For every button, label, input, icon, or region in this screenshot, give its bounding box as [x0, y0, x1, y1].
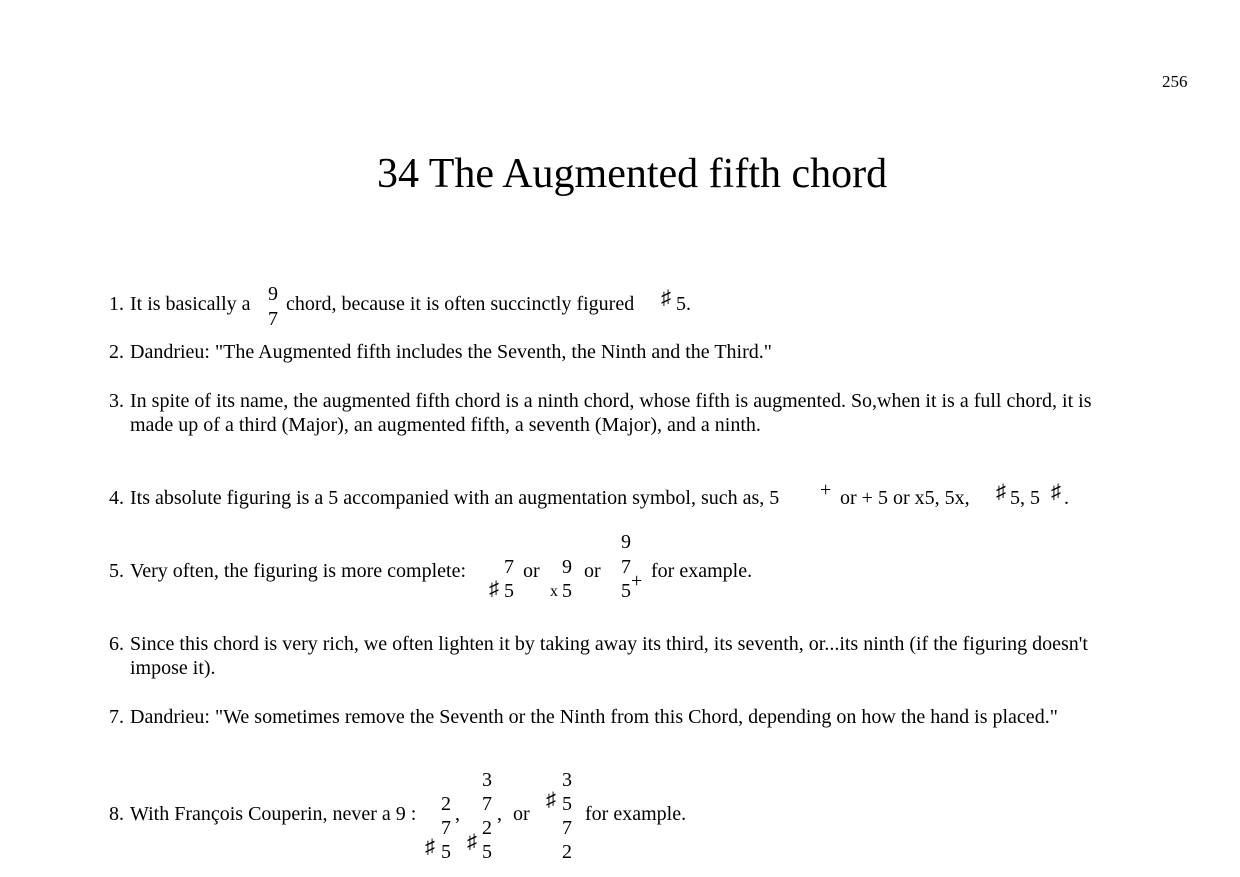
or-text: or [513, 803, 530, 825]
item-text: Dandrieu: "We sometimes remove the Seventh or the Ninth from this Chord, depending on how the hand is placed." [130, 706, 1058, 728]
figure-digit: 2 [441, 793, 451, 815]
comma: , [497, 803, 502, 825]
item-text-line-2: made up of a third (Major), an augmented fifth, a seventh (Major), and a ninth. [130, 414, 761, 436]
item-number: 3. [109, 390, 124, 412]
figure-bottom: 7 [268, 308, 278, 330]
item-number: 8. [109, 803, 124, 825]
figure-top: 9 [621, 531, 631, 553]
figure-digit: 3 [482, 769, 492, 791]
item-number: 7. [109, 706, 124, 728]
item-text: With François Couperin, never a 9 : [130, 803, 417, 825]
figure-middle: 7 [621, 556, 631, 578]
item-text: 5. [676, 293, 691, 315]
figure-top: 7 [504, 556, 514, 578]
figure-digit: 7 [562, 817, 572, 839]
figure-digit: 7 [482, 793, 492, 815]
or-text: or [584, 560, 601, 582]
item-text: chord, because it is often succinctly figured [286, 293, 635, 315]
item-text: or + 5 or x5, 5x, [840, 487, 970, 509]
sharp-icon: ♯ [996, 481, 1006, 503]
plus-symbol: + [820, 479, 832, 501]
x-symbol: x [550, 583, 558, 600]
figure-digit: 2 [482, 817, 492, 839]
figure-top: 9 [268, 283, 278, 305]
item-text: It is basically a [130, 293, 251, 315]
item-text-line-1: In spite of its name, the augmented fifth chord is a ninth chord, whose fifth is augmented. So,when it is a full chord, it is [130, 390, 1092, 412]
item-number: 1. [109, 293, 124, 315]
sharp-icon: ♯ [467, 831, 477, 853]
item-text: Dandrieu: "The Augmented fifth includes the Seventh, the Ninth and the Third." [130, 341, 772, 363]
item-text-line-2: impose it). [130, 657, 216, 679]
comma: , [455, 803, 460, 825]
item-number: 6. [109, 633, 124, 655]
figure-top: 9 [562, 556, 572, 578]
item-text: Very often, the figuring is more complete: [130, 560, 467, 582]
sharp-icon: ♯ [546, 789, 556, 811]
page-number: 256 [1162, 72, 1188, 91]
item-text: for example. [585, 803, 687, 825]
item-text: 5, 5 [1010, 487, 1040, 509]
item-text: for example. [651, 560, 753, 582]
figure-digit: 2 [562, 841, 572, 863]
figure-bottom: 5 [504, 580, 514, 602]
sharp-icon: ♯ [425, 836, 435, 858]
plus-symbol: + [631, 570, 643, 592]
figure-digit: 5 [562, 793, 572, 815]
or-text: or [523, 560, 540, 582]
sharp-icon: ♯ [489, 578, 499, 600]
figure-digit: 7 [441, 817, 451, 839]
item-text-line-1: Since this chord is very rich, we often lighten it by taking away its third, its seventh, or...its ninth (if the figuring doesn't [130, 633, 1088, 655]
figure-digit: 5 [441, 841, 451, 863]
item-number: 2. [109, 341, 124, 363]
figure-bottom: 5 [562, 580, 572, 602]
figure-digit: 5 [482, 841, 492, 863]
item-number: 5. [109, 560, 124, 582]
sharp-icon: ♯ [661, 287, 671, 309]
sharp-icon: ♯ [1051, 481, 1061, 503]
item-text: . [1064, 487, 1069, 509]
chapter-title: 34 The Augmented fifth chord [377, 151, 888, 197]
item-number: 4. [109, 487, 124, 509]
figure-bottom: 5 [621, 580, 631, 602]
item-text: Its absolute figuring is a 5 accompanied with an augmentation symbol, such as, 5 [130, 487, 780, 509]
figure-digit: 3 [562, 769, 572, 791]
